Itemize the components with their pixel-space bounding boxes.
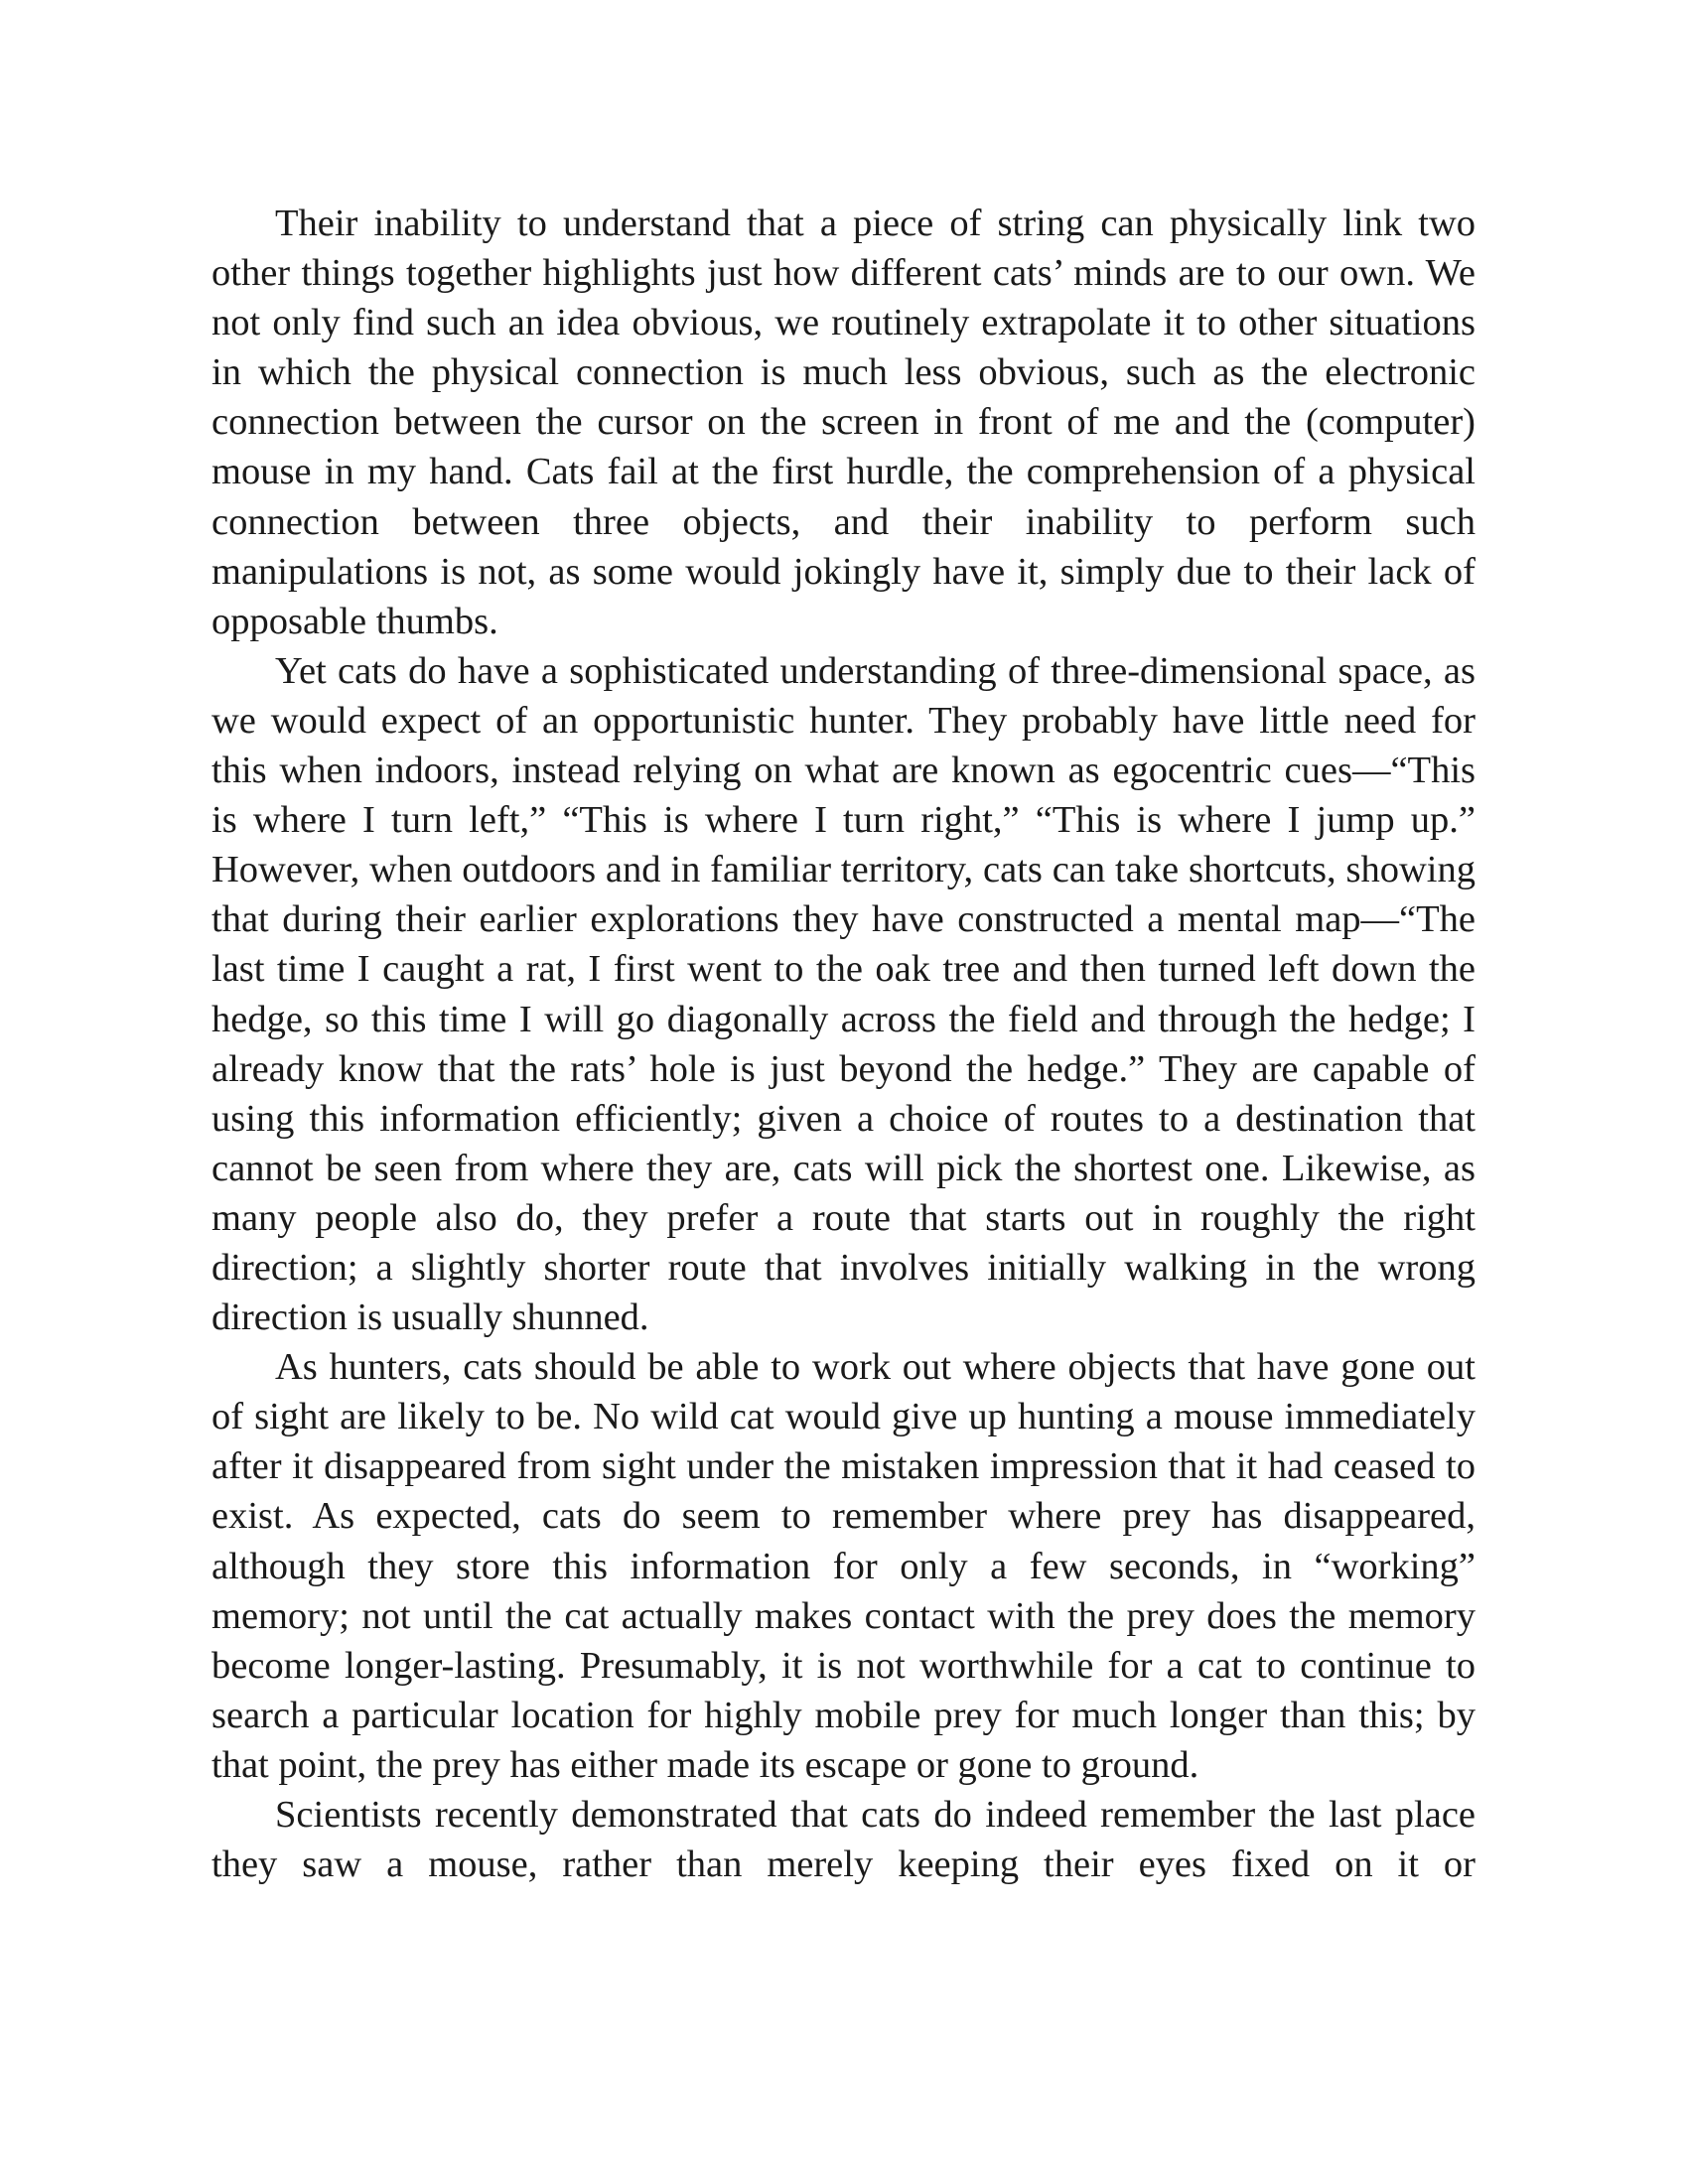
body-text [211, 199, 1476, 1889]
paragraph-scientists-demonstrated: Scientists recently demonstrated that cats do indeed remember the last place they saw a mouse, rather than merely keeping their eyes fixed on it or [211, 1794, 1476, 1886]
paragraph-spatial-understanding: Yet cats do have a sophisticated understanding of three-dimensional space, as we would expect of an opportunistic hunter. They probably have little need for this when indoors, instead relying on what are known as egocentric cues—“This is where I turn left,” “This is where I turn right,” “This is where I jump up.” However, when outdoors and in familiar territory, cats can take shortcuts, showing that during their earlier explorations they have constructed a mental map—“The last time I caught a rat, I first went to the oak tree and then turned left down the hedge, so this time I will go diagonally across the field and through the hedge; I already know that the rats’ hole is just beyond the hedge.” They are capable of using this information efficiently; given a choice of routes to a destination that cannot be seen from where they are, cats will pick the shortest one. Likewise, as many people also do, they prefer a route that starts out in roughly the right direction; a slightly shorter route that involves initially walking in the wrong direction is usually shunned. [211, 649, 1476, 1339]
paragraph-hunting-memory: As hunters, cats should be able to work out where objects that have gone out of sight are likely to be. No wild cat would give up hunting a mouse immediately after it disappeared from sight under the mistaken impression that it had ceased to exist. As expected, cats do seem to remember where prey has disappeared, although they store this information for only a few seconds, in “working” memory; not until the cat actually makes contact with the prey does the memory become longer-lasting. Presumably, it is not worthwhile for a cat to continue to search a particular location for highly mobile prey for much longer than this; by that point, the prey has either made its escape or gone to ground. [211, 1346, 1476, 1786]
paragraph-string-connection: Their inability to understand that a piece of string can physically link two other things together highlights just how different cats’ minds are to our own. We not only find such an idea obvious, we routinely extrapolate it to other situations in which the physical connection is much less obvious, such as the electronic connection between the cursor on the screen in front of me and the (computer) mouse in my hand. Cats fail at the first hurdle, the comprehension of a physical connection between three objects, and their inability to perform such manipulations is not, as some would jokingly have it, simply due to their lack of opposable thumbs. [211, 203, 1476, 642]
